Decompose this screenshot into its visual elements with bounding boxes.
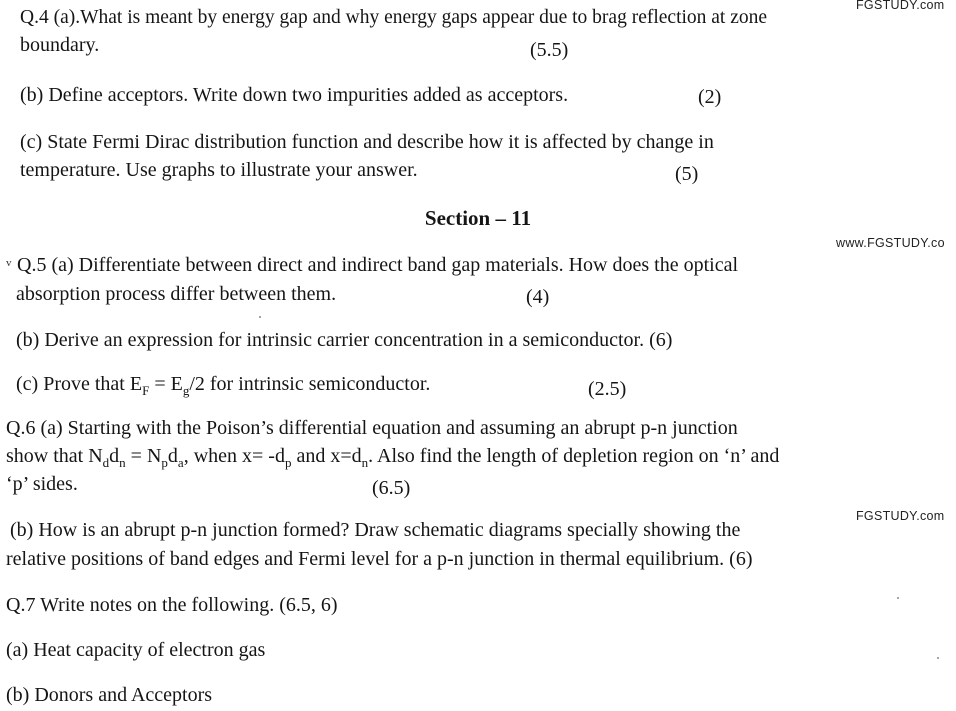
q5c-text-start: (c) Prove that E <box>16 373 143 395</box>
q6a-sub-4: a <box>177 455 184 470</box>
q5c-sub-f: F <box>142 383 150 398</box>
q6a-sub-5: p <box>284 455 292 470</box>
watermark-middle: www.FGSTUDY.co <box>836 236 945 250</box>
scan-speck <box>897 597 899 599</box>
q5c-text-end: /2 for intrinsic semiconductor. <box>189 373 431 395</box>
q4c-line1: (c) State Fermi Dirac distribution function and describe how it is affected by change in <box>20 131 714 153</box>
q5c-line1 <box>16 372 430 403</box>
margin-tick: v <box>6 257 12 269</box>
q4b-line1: (b) Define acceptors. Write down two impurities added as acceptors. <box>20 84 569 106</box>
q7-line1: Q.7 Write notes on the following. (6.5, 6) <box>6 594 338 616</box>
q4a-marks: (5.5) <box>530 39 569 61</box>
q6a-text-2: d <box>109 445 120 467</box>
q6a-text-5: , when x= -d <box>183 445 285 467</box>
q6a-text-6: and x=d <box>291 445 362 467</box>
q6a-text-1: show that N <box>6 445 103 467</box>
watermark-top: FGSTUDY.com <box>856 0 945 12</box>
q5a-line2: absorption process differ between them. <box>16 283 337 305</box>
q6a-sub-1: d <box>102 455 110 470</box>
q6a-text-3: = N <box>125 445 162 467</box>
q5b-line1: (b) Derive an expression for intrinsic carrier concentration in a semiconductor. (6) <box>16 329 673 351</box>
q6a-line3: ‘p’ sides. <box>6 473 78 495</box>
q6a-marks: (6.5) <box>372 477 411 499</box>
q4a-line2: boundary. <box>20 34 100 56</box>
q6a-text-7: . Also find the length of depletion region on ‘n’ and <box>368 445 780 467</box>
q6a-sub-3: p <box>161 455 168 470</box>
q6a-sub-6: n <box>361 455 369 470</box>
q4b-marks: (2) <box>698 86 722 108</box>
q6b-line1: (b) How is an abrupt p-n junction formed? Draw schematic diagrams specially showing the <box>10 519 741 541</box>
q6a-sub-2: n <box>119 455 126 470</box>
watermark-lower: FGSTUDY.com <box>856 509 945 523</box>
q5c-marks: (2.5) <box>588 378 627 400</box>
q6a-text-4: d <box>167 445 178 467</box>
q5c-sub-g: g <box>182 383 190 398</box>
q6a-line2 <box>6 444 779 475</box>
q4a-line1: Q.4 (a).What is meant by energy gap and why energy gaps appear due to brag reflection at zone <box>20 7 768 28</box>
q6b-line2: relative positions of band edges and Fermi level for a p-n junction in thermal equilibrium. (6) <box>6 548 753 570</box>
scan-speck <box>937 657 939 659</box>
q7b: (b) Donors and Acceptors <box>6 684 213 706</box>
section-heading: Section – 11 <box>424 206 532 230</box>
q4c-marks: (5) <box>675 163 699 185</box>
q6a-line1: Q.6 (a) Starting with the Poison’s differential equation and assuming an abrupt p-n junction <box>6 417 738 439</box>
q5a-line1: Q.5 (a) Differentiate between direct and indirect band gap materials. How does the optical <box>17 254 739 276</box>
scan-speck <box>259 316 261 318</box>
q7a: (a) Heat capacity of electron gas <box>6 639 266 661</box>
q5c-text-mid: = E <box>149 373 183 395</box>
q4c-line2: temperature. Use graphs to illustrate your answer. <box>20 159 418 181</box>
q5a-marks: (4) <box>526 286 550 308</box>
